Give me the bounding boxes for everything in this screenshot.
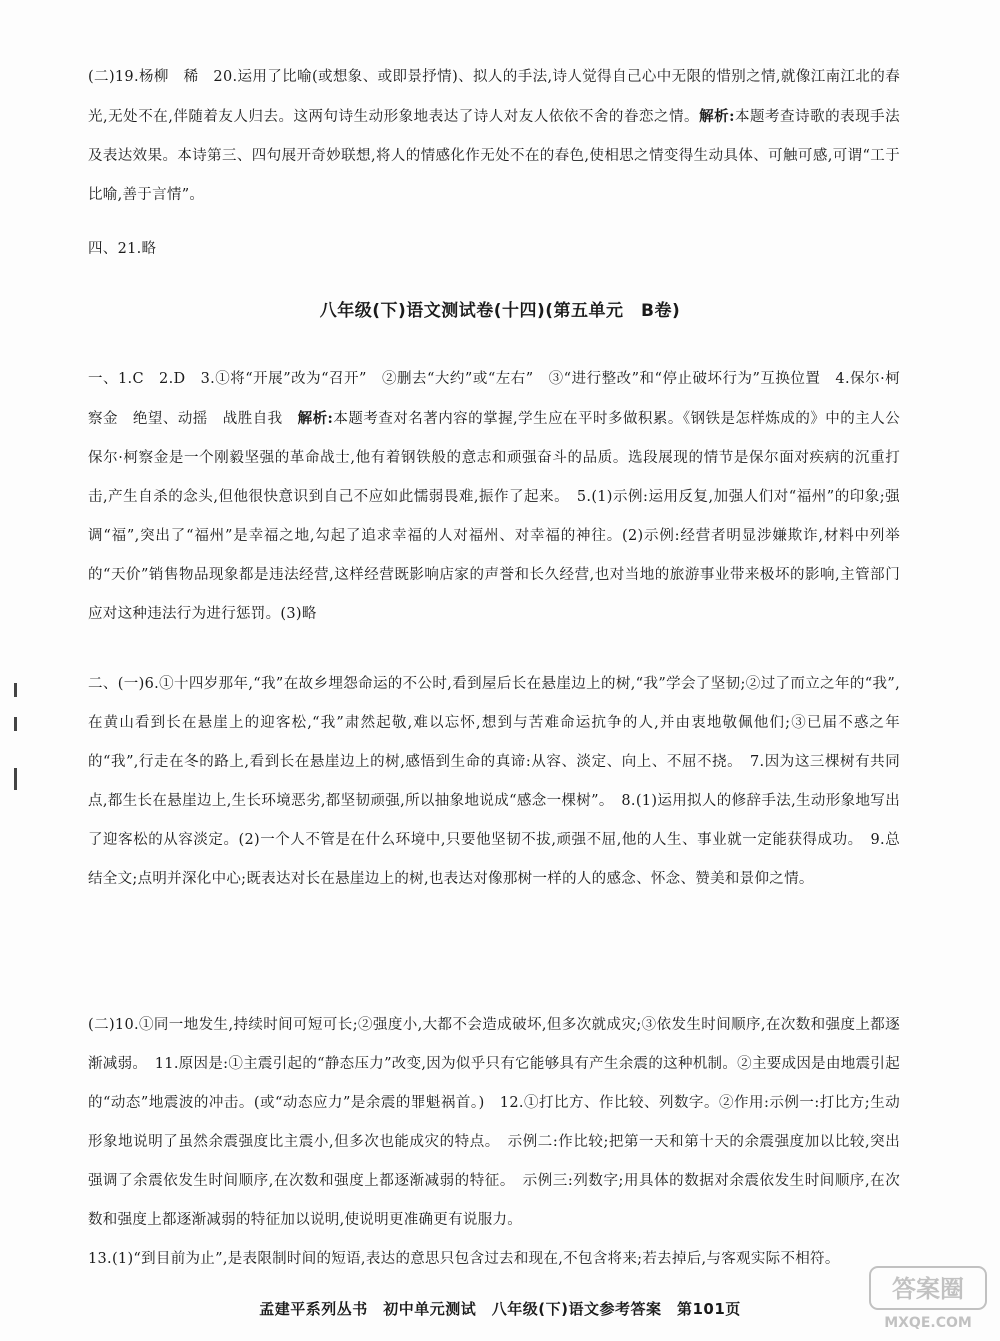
part-one-answers: 一、1.C 2.D 3.①将“开展”改为“召开” ②删去“大约”或“左右” ③“进行整改”和“停止破坏行为”互换位置 4.保尔·柯察金 绝望、动摇 战胜自我 bbox=[88, 371, 900, 427]
watermark-text-cn: 答案圈 bbox=[892, 1275, 964, 1303]
answer-block-question-13: 13.(1)“到目前为止”,是表限制时间的短语,表达的意思只包含过去和现在,不包含将来;若去掉后,与客观实际不相符。 bbox=[88, 1251, 840, 1267]
answer-block-part-one bbox=[88, 360, 900, 634]
answer-block-poetry bbox=[88, 58, 900, 215]
answer-block-part-two-reading-two: (二)10.①同一地发生,持续时间可短可长;②强度小,大都不会造成破坏,但多次就成灾;③依发生时间顺序,在次数和强度上都逐渐减弱。 11.原因是:①主震引起的“静态压力”改变,因为似乎只有它能够具有产生余震的这种机制。②主要成因是由地震引起的“动态”地震波的冲击。(或“动态应力”是余震的罪魁祸首。) 12.①打比方、作比较、列数字。②作用:示例一:打比方;生动形象地说明了虽然余震强度比主震小,但多次也能成灾的特点。 示例二:作比较;把第一天和第十天的余震强度加以比较,突出强调了余震依发生时间顺序,在次数和强度上都逐渐减弱的特征。 示例三:列数字;用具体的数据对余震依发生时间顺序,在次数和强度上都逐渐减弱的特征加以说明,使说明更准确更有说服力。 bbox=[88, 1017, 900, 1228]
scan-mark bbox=[14, 683, 17, 697]
scan-mark bbox=[14, 717, 17, 731]
item-four: 四、21.略 bbox=[88, 241, 157, 257]
section-title: 八年级(下)语文测试卷(十四)(第五单元 B卷) bbox=[319, 301, 681, 321]
part-one-analysis: 本题考查对名著内容的掌握,学生应在平时多做积累。《钢铁是怎样炼成的》中的主人公保尔·柯察金是一个刚毅坚强的革命战士,他有着钢铁般的意志和顽强奋斗的品质。选段展现的情节是保尔面对疾病的沉重打击,产生自杀的念头,但他很快意识到自己不应如此懦弱畏难,振作了起来。 5.(1)示例:运用反复,加强人们对“福州”的印象;强调“福”,突出了“福州”是幸福之地,勾起了追求幸福的人对福州、对幸福的神往。(2)示例:经营者明显涉嫌欺诈,材料中列举的“天价”销售物品现象都是违法经营,这样经营既影响店家的声誉和长久经营,也对当地的旅游事业带来极坏的影响,主管部门应对这种违法行为进行惩罚。(3)略 bbox=[88, 411, 900, 622]
analysis-label: 解析: bbox=[699, 108, 735, 125]
answer-block-part-two-reading-one: 二、(一)6.①十四岁那年,“我”在故乡埋怨命运的不公时,看到屋后长在悬崖边上的树,“我”学会了坚韧;②过了而立之年的“我”,在黄山看到长在悬崖上的迎客松,“我”肃然起敬,难以忘怀,想到与苦难命运抗争的人,并由衷地敬佩他们;③已届不惑之年的“我”,行走在冬的路上,看到长在悬崖边上的树,感悟到生命的真谛:从容、淡定、向上、不屈不挠。 7.因为这三棵树有共同点,都生长在悬崖边上,生长环境恶劣,都坚韧顽强,所以抽象地说成“感念一棵树”。 8.(1)运用拟人的修辞手法,生动形象地写出了迎客松的从容淡定。(2)一个人不管是在什么环境中,只要他坚韧不拔,顽强不屈,他的人生、事业就一定能获得成功。 9.总结全文;点明并深化中心;既表达对长在悬崖边上的树,也表达对像那树一样的人的感念、怀念、赞美和景仰之情。 bbox=[88, 676, 900, 887]
scan-mark bbox=[14, 768, 17, 790]
analysis-label: 解析: bbox=[297, 410, 334, 427]
page-footer: 孟建平系列丛书 初中单元测试 八年级(下)语文参考答案 第101页 bbox=[259, 1300, 741, 1318]
watermark-logo bbox=[868, 1263, 988, 1333]
poetry-analysis-text: 本题考查诗歌的表现手法及表达效果。本诗第三、四句展开奇妙联想,将人的情感化作无处不在的春色,使相思之情变得生动具体、可触可感,可谓“工于比喻,善于言情”。 bbox=[88, 109, 900, 203]
watermark-text-en: MXQE.COM bbox=[884, 1315, 972, 1331]
poetry-answer-text: (二)19.杨柳 稀 20.运用了比喻(或想象、或即景抒情)、拟人的手法,诗人觉得自己心中无限的惜别之情,就像江南江北的春光,无处不在,伴随着友人归去。这两句诗生动形象地表达了诗人对友人依依不舍的眷恋之情。 bbox=[88, 69, 900, 125]
